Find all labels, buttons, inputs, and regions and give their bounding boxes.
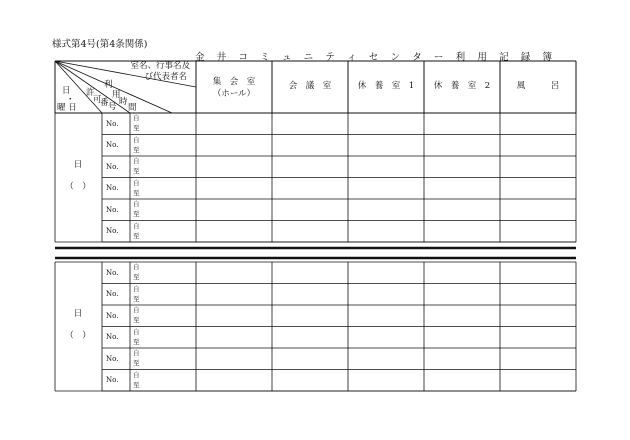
room-header: 集 会 室 — [212, 77, 256, 87]
permit-number-label: No. — [106, 333, 119, 341]
room-header: 休 養 室 2 — [433, 81, 491, 91]
time-to-label: 至 — [133, 210, 140, 218]
permit-number-label: No. — [106, 184, 119, 192]
header-date-label: 日 — [62, 86, 71, 96]
date-label: 日 — [73, 160, 83, 170]
form-number: 様式第4号(第4条関係) — [52, 39, 148, 50]
time-from-label: 自 — [133, 221, 140, 230]
header-use-label: 用 — [112, 90, 121, 100]
time-from-label: 自 — [133, 157, 140, 165]
permit-number-label: No. — [106, 268, 119, 277]
time-to-label: 至 — [133, 359, 140, 367]
time-to-label: 至 — [133, 380, 140, 389]
time-from-label: 自 — [133, 370, 140, 379]
header-weekday-label: 曜 日 — [57, 103, 77, 113]
weekday-label: （ ） — [65, 331, 91, 341]
time-to-label: 至 — [133, 231, 140, 240]
header-use-label: 利 — [104, 80, 113, 90]
permit-number-label: No. — [106, 376, 119, 384]
time-from-label: 自 — [133, 327, 140, 336]
permit-number-label: No. — [106, 141, 119, 149]
room-header: 休 養 室 1 — [357, 81, 415, 91]
time-from-label: 自 — [133, 178, 140, 187]
time-from-label: 自 — [133, 135, 140, 144]
time-to-label: 至 — [133, 124, 140, 132]
permit-number-label: No. — [106, 119, 119, 128]
time-from-label: 自 — [133, 114, 140, 122]
permit-number-label: No. — [106, 290, 119, 298]
date-label: 日 — [73, 309, 83, 319]
room-header: 会 議 室 — [288, 81, 332, 91]
page-title: 金 井 コ ミ ュ ニ テ ィ セ ン タ ー 利 用 記 録 簿 — [195, 52, 557, 63]
time-to-label: 至 — [133, 167, 140, 175]
time-from-label: 自 — [133, 200, 140, 208]
room-header: 風 呂 — [516, 81, 560, 91]
header-date-label: ・ — [66, 95, 75, 105]
permit-number-label: No. — [106, 162, 119, 171]
time-to-label: 至 — [133, 273, 140, 281]
room-header-sub: （ホール） — [212, 89, 256, 99]
header-number-label: 号 — [108, 102, 117, 112]
header-time-label: 時 — [119, 97, 128, 107]
header-number-label: 番 — [100, 98, 109, 108]
weekday-label: （ ） — [65, 182, 91, 192]
header-permit-label: 許 — [86, 88, 95, 98]
header-permit-label: 可 — [93, 95, 102, 105]
time-to-label: 至 — [133, 145, 140, 154]
permit-number-label: No. — [106, 354, 119, 363]
time-to-label: 至 — [133, 337, 140, 346]
permit-number-label: No. — [106, 311, 119, 320]
time-to-label: 至 — [133, 294, 140, 303]
header-room-label: び代表者名 — [144, 72, 187, 82]
header-time-label: 間 — [128, 103, 137, 113]
time-from-label: 自 — [133, 349, 140, 357]
time-to-label: 至 — [133, 316, 140, 324]
permit-number-label: No. — [106, 227, 119, 235]
time-from-label: 自 — [133, 263, 140, 271]
time-from-label: 自 — [133, 306, 140, 314]
time-from-label: 自 — [133, 284, 140, 293]
time-to-label: 至 — [133, 188, 140, 197]
header-room-label: 室名、行事名及 — [130, 61, 190, 71]
permit-number-label: No. — [106, 205, 119, 214]
